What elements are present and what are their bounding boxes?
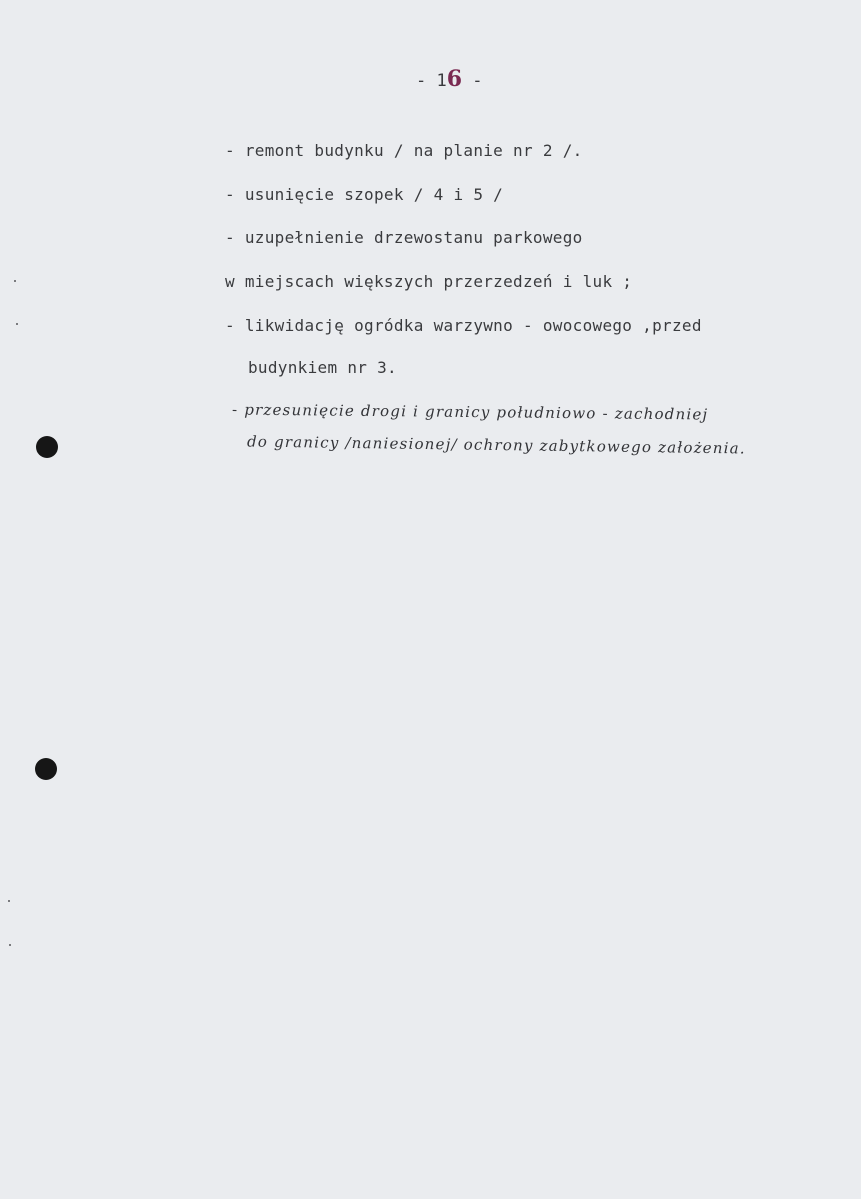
typed-line: budynkiem nr 3. bbox=[248, 358, 397, 377]
typed-line: - uzupełnienie drzewostanu parkowego bbox=[225, 228, 583, 247]
punch-hole bbox=[36, 436, 58, 458]
typed-line: - remont budynku / na planie nr 2 /. bbox=[225, 141, 583, 160]
typed-line: - usunięcie szopek / 4 i 5 / bbox=[225, 185, 504, 204]
page-number-handwritten-digit: 6 bbox=[446, 66, 463, 92]
paper-speck bbox=[8, 900, 10, 902]
paper-speck bbox=[9, 944, 11, 946]
typed-line: w miejscach większych przerzedzeń i luk ; bbox=[225, 272, 633, 291]
page-number-prefix: - 1 bbox=[416, 71, 447, 91]
paper-speck bbox=[14, 280, 16, 282]
typed-line: - likwidację ogródka warzywno - owocowego ,przed bbox=[225, 316, 702, 335]
handwritten-line: do granicy /naniesionej/ ochrony zabytkowego założenia. bbox=[246, 432, 746, 458]
handwritten-line: - przesunięcie drogi i granicy południowo - zachodniej bbox=[231, 400, 709, 424]
punch-hole bbox=[35, 758, 57, 780]
paper-speck bbox=[16, 323, 18, 325]
page-number bbox=[416, 66, 483, 92]
page-number-suffix: - bbox=[462, 71, 483, 91]
